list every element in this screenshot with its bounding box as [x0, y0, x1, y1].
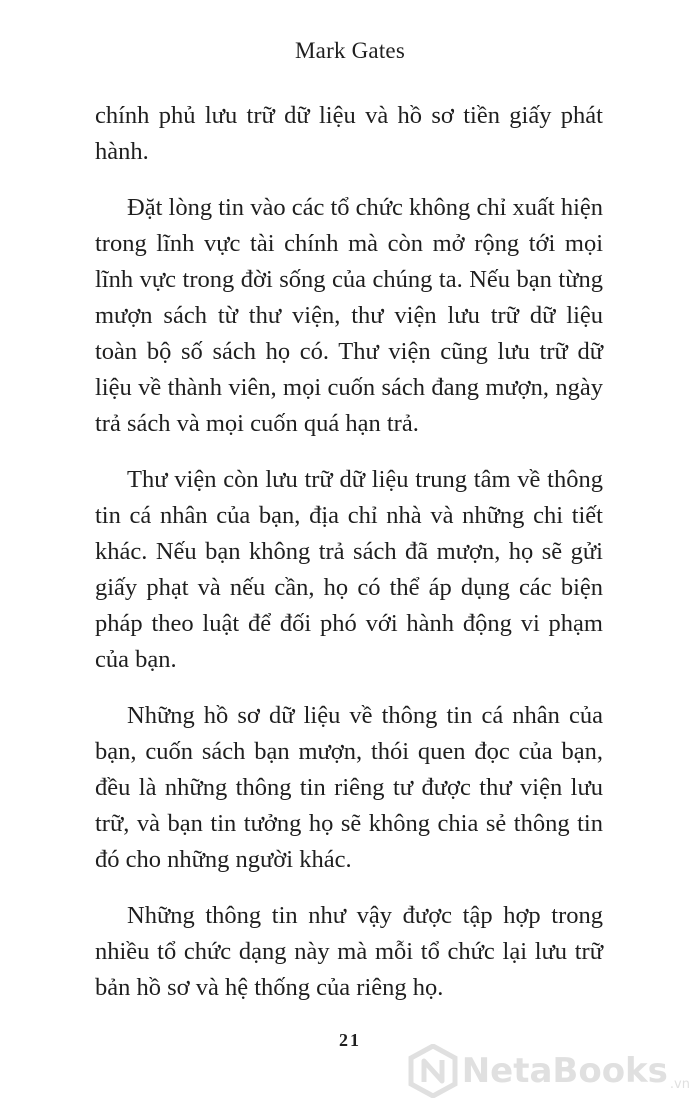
watermark-suffix: .vn [669, 1077, 690, 1092]
paragraph-4: Những hồ sơ dữ liệu về thông tin cá nhân của bạn, cuốn sách bạn mượn, thói quen đọc của bạn, đều là những thông tin riêng tư được thư viện lưu trữ, và bạn tin tưởng họ sẽ không chia sẻ thông tin đó cho những người khác. [95, 702, 603, 873]
paragraph-5: Những thông tin như vậy được tập hợp trong nhiều tổ chức dạng này mà mỗi tổ chức lại lưu trữ bản hồ sơ và hệ thống của riêng họ. [95, 902, 603, 1001]
paragraph-1: chính phủ lưu trữ dữ liệu và hồ sơ tiền giấy phát hành. [95, 102, 603, 165]
paragraph-2: Đặt lòng tin vào các tổ chức không chỉ xuất hiện trong lĩnh vực tài chính mà còn mở rộng tới mọi lĩnh vực trong đời sống của chúng ta. Nếu bạn từng mượn sách từ thư viện, thư viện lưu trữ dữ liệu toàn bộ số sách họ có. Thư viện cũng lưu trữ dữ liệu về thành viên, mọi cuốn sách đang mượn, ngày trả sách và mọi cuốn quá hạn trả. [95, 194, 603, 437]
paragraph-3: Thư viện còn lưu trữ dữ liệu trung tâm về thông tin cá nhân của bạn, địa chỉ nhà và những chi tiết khác. Nếu bạn không trả sách đã mượn, họ sẽ gửi giấy phạt và nếu cần, họ có thể áp dụng các biện pháp theo luật để đối phó với hành động vi phạm của bạn. [95, 466, 603, 673]
watermark [408, 1044, 690, 1098]
body-text [95, 98, 603, 1026]
netabooks-logo-icon [408, 1044, 458, 1098]
running-head: Mark Gates [295, 38, 405, 63]
watermark-text: NetaBooks [461, 1051, 668, 1091]
page-number: 21 [339, 1030, 361, 1050]
